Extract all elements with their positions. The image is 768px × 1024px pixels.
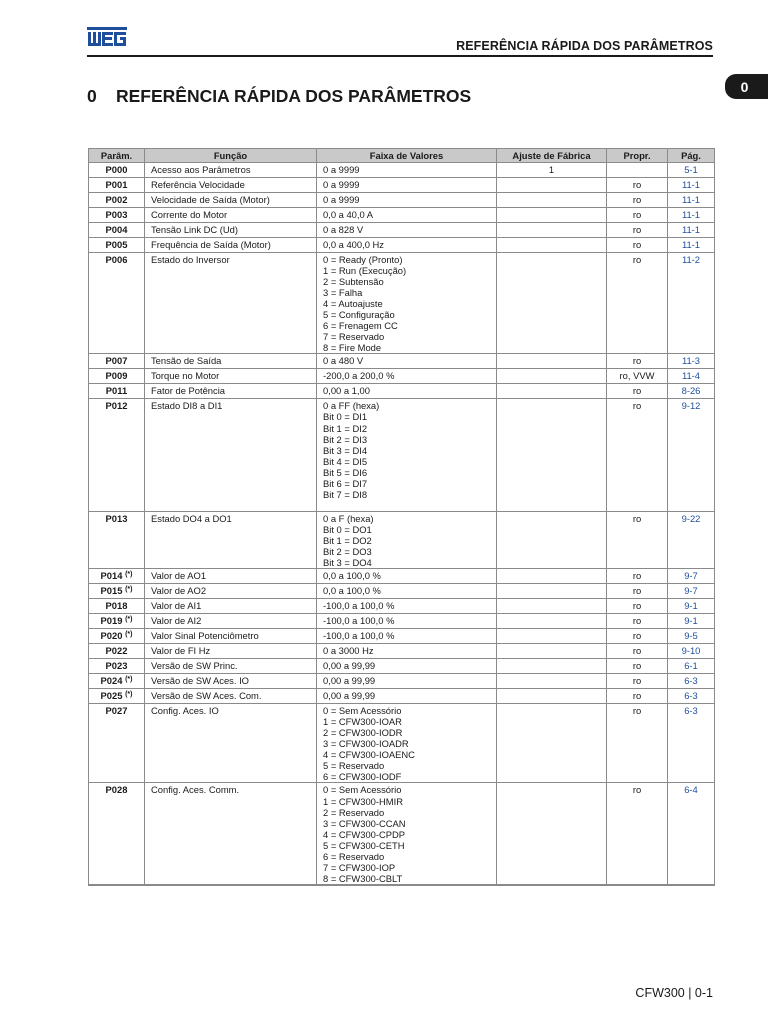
page-ref-cell: 6-3	[668, 689, 715, 704]
range-line: -100,0 a 100,0 %	[323, 615, 395, 627]
param-code: P020	[100, 630, 123, 642]
range-line: 2 = Subtensão	[323, 276, 384, 288]
param-code: P025	[100, 690, 123, 702]
property-cell: ro, VVW	[607, 369, 668, 384]
param-note-marker: (*)	[125, 631, 133, 639]
range-line: Bit 6 = DI7	[323, 477, 368, 489]
table-row	[89, 659, 715, 674]
range-line: 0,0 a 40,0 A	[323, 209, 374, 220]
param-code: P028	[105, 784, 128, 796]
param-code-cell	[89, 369, 145, 384]
range-line: 2 = Reservado	[323, 806, 385, 818]
property-cell: ro	[607, 384, 668, 399]
table-row	[89, 511, 715, 568]
table-row	[89, 163, 715, 178]
range-line: 6 = Frenagem CC	[323, 320, 398, 332]
range-line: 5 = Reservado	[323, 760, 385, 772]
factory-default-cell	[497, 511, 607, 568]
function-cell: Estado do Inversor	[145, 253, 317, 354]
page-ref-cell: 9-12	[668, 399, 715, 511]
param-code-cell	[89, 163, 145, 178]
range-line: 7 = CFW300-IOP	[323, 861, 396, 873]
param-code: P009	[105, 370, 128, 382]
param-code-cell	[89, 614, 145, 629]
factory-default-cell	[497, 253, 607, 354]
page-ref-cell: 9-5	[668, 629, 715, 644]
function-cell: Torque no Motor	[145, 369, 317, 384]
range-cell	[317, 399, 497, 511]
range-line: 4 = CFW300-IOAENC	[323, 749, 415, 761]
range-line: 0 = Sem Acessório	[323, 784, 402, 796]
function-cell: Estado DO4 a DO1	[145, 511, 317, 568]
range-line: Bit 2 = DI3	[323, 433, 368, 445]
range-cell	[317, 354, 497, 369]
range-line: Bit 3 = DI4	[323, 444, 368, 456]
function-cell: Tensão de Saída	[145, 354, 317, 369]
range-line: 8 = Fire Mode	[323, 342, 382, 354]
range-cell	[317, 223, 497, 238]
table-row	[89, 584, 715, 599]
param-code: P022	[105, 645, 128, 657]
range-cell	[317, 659, 497, 674]
table-row	[89, 384, 715, 399]
table-header-row	[89, 149, 715, 163]
range-line: 0,00 a 1,00	[323, 385, 370, 397]
range-line: 8 = CFW300-CBLT	[323, 872, 403, 884]
chapter-tab: 0	[725, 74, 768, 99]
param-code: P027	[105, 705, 128, 717]
param-code-cell	[89, 644, 145, 659]
range-line: Bit 5 = DI6	[323, 466, 368, 478]
param-code-cell	[89, 659, 145, 674]
range-line: 0 a FF (hexa)	[323, 400, 380, 412]
running-header-title: REFERÊNCIA RÁPIDA DOS PARÂMETROS	[456, 39, 713, 53]
param-code: P000	[105, 164, 128, 175]
page-ref-cell: 9-1	[668, 599, 715, 614]
property-cell: ro	[607, 569, 668, 584]
property-cell: ro	[607, 354, 668, 369]
param-code-cell	[89, 629, 145, 644]
param-code: P001	[105, 179, 128, 190]
page-footer: CFW300 | 0-1	[635, 986, 713, 1000]
range-line: 0 a 9999	[323, 194, 360, 205]
factory-default-cell	[497, 614, 607, 629]
page-ref-cell: 11-1	[668, 208, 715, 223]
range-line: 0,0 a 100,0 %	[323, 585, 381, 597]
factory-default-cell	[497, 569, 607, 584]
section-title-text: REFERÊNCIA RÁPIDA DOS PARÂMETROS	[116, 86, 472, 106]
range-line: 0,0 a 100,0 %	[323, 570, 381, 582]
range-cell	[317, 644, 497, 659]
factory-default-cell	[497, 584, 607, 599]
property-cell: ro	[607, 238, 668, 253]
function-cell: Tensão Link DC (Ud)	[145, 223, 317, 238]
range-line: 0 a 9999	[323, 179, 360, 190]
factory-default-cell	[497, 384, 607, 399]
param-code-cell	[89, 178, 145, 193]
property-cell: ro	[607, 599, 668, 614]
column-header-function: Função	[145, 149, 317, 163]
param-code-cell	[89, 223, 145, 238]
param-code-cell	[89, 569, 145, 584]
factory-default-cell	[497, 783, 607, 885]
property-cell: ro	[607, 208, 668, 223]
range-cell	[317, 674, 497, 689]
range-cell	[317, 511, 497, 568]
range-line: 3 = CFW300-IOADR	[323, 738, 409, 750]
range-line: 0 a 828 V	[323, 224, 364, 235]
range-line: 4 = CFW300-CPDP	[323, 828, 406, 840]
range-line: 0,00 a 99,99	[323, 675, 376, 687]
property-cell: ro	[607, 659, 668, 674]
table-row	[89, 253, 715, 354]
param-code-cell	[89, 584, 145, 599]
param-code-cell	[89, 238, 145, 253]
page-ref-cell: 8-26	[668, 384, 715, 399]
factory-default-cell	[497, 369, 607, 384]
range-line: 0 a 480 V	[323, 355, 364, 367]
range-line: Bit 0 = DI1	[323, 411, 368, 423]
param-code: P003	[105, 209, 128, 220]
range-line: Bit 1 = DO2	[323, 534, 372, 546]
factory-default-cell	[497, 629, 607, 644]
range-line: 5 = CFW300-CETH	[323, 839, 405, 851]
param-code-cell	[89, 704, 145, 783]
param-code-cell	[89, 193, 145, 208]
range-line: 4 = Autoajuste	[323, 298, 383, 310]
page-ref-cell: 11-3	[668, 354, 715, 369]
factory-default-cell	[497, 208, 607, 223]
factory-default-cell	[497, 689, 607, 704]
function-cell: Valor de AI2	[145, 614, 317, 629]
range-line: 3 = CFW300-CCAN	[323, 817, 406, 829]
factory-default-cell	[497, 599, 607, 614]
table-row	[89, 354, 715, 369]
column-header-param: Parâm.	[89, 149, 145, 163]
property-cell: ro	[607, 783, 668, 885]
header-divider	[87, 55, 713, 57]
range-line: 2 = CFW300-IODR	[323, 727, 403, 739]
range-cell	[317, 208, 497, 223]
column-header-prop: Propr.	[607, 149, 668, 163]
column-header-range: Faixa de Valores	[317, 149, 497, 163]
param-code: P013	[105, 512, 128, 524]
property-cell: ro	[607, 629, 668, 644]
property-cell: ro	[607, 223, 668, 238]
column-header-page: Pág.	[668, 149, 715, 163]
param-note-marker: (*)	[125, 571, 133, 579]
range-cell	[317, 689, 497, 704]
range-line: Bit 2 = DO3	[323, 546, 372, 558]
range-line: Bit 0 = DO1	[323, 523, 372, 535]
factory-default-cell	[497, 644, 607, 659]
parameter-table	[88, 148, 715, 886]
page-ref-cell: 9-10	[668, 644, 715, 659]
param-code-cell	[89, 399, 145, 511]
page-ref-cell: 11-1	[668, 178, 715, 193]
range-line: 1 = CFW300-IOAR	[323, 716, 402, 728]
function-cell: Valor de AO2	[145, 584, 317, 599]
range-line: 1 = CFW300-HMIR	[323, 795, 403, 807]
factory-default-cell	[497, 223, 607, 238]
range-line: Bit 4 = DI5	[323, 455, 368, 467]
section-number: 0	[87, 86, 97, 106]
range-line: -100,0 a 100,0 %	[323, 630, 395, 642]
property-cell: ro	[607, 704, 668, 783]
param-note-marker: (*)	[125, 616, 133, 624]
page-ref-cell: 6-4	[668, 783, 715, 885]
function-cell: Valor de FI Hz	[145, 644, 317, 659]
table-row	[89, 629, 715, 644]
function-cell: Corrente do Motor	[145, 208, 317, 223]
section-title	[87, 86, 471, 107]
property-cell: ro	[607, 193, 668, 208]
factory-default-cell	[497, 178, 607, 193]
table-row	[89, 569, 715, 584]
table-row	[89, 193, 715, 208]
table-row	[89, 614, 715, 629]
page-ref-cell: 6-3	[668, 704, 715, 783]
function-cell: Valor de AI1	[145, 599, 317, 614]
table-row	[89, 399, 715, 511]
range-line: 0 a F (hexa)	[323, 512, 374, 524]
range-cell	[317, 193, 497, 208]
table-row	[89, 783, 715, 885]
function-cell: Fator de Potência	[145, 384, 317, 399]
param-code-cell	[89, 208, 145, 223]
param-code: P024	[100, 675, 123, 687]
function-cell: Valor Sinal Potenciômetro	[145, 629, 317, 644]
param-code: P019	[100, 615, 123, 627]
range-cell	[317, 599, 497, 614]
range-cell	[317, 253, 497, 354]
property-cell: ro	[607, 511, 668, 568]
range-line: -200,0 a 200,0 %	[323, 370, 395, 382]
range-cell	[317, 704, 497, 783]
range-cell	[317, 178, 497, 193]
param-code: P014	[100, 570, 123, 582]
property-cell: ro	[607, 253, 668, 354]
range-line: 1 = Run (Execução)	[323, 265, 407, 277]
function-cell: Versão de SW Aces. Com.	[145, 689, 317, 704]
range-line: 0,00 a 99,99	[323, 660, 376, 672]
property-cell	[607, 163, 668, 178]
table-row	[89, 674, 715, 689]
table-row	[89, 208, 715, 223]
param-code: P004	[105, 224, 128, 235]
table-row	[89, 644, 715, 659]
table-row	[89, 178, 715, 193]
range-line	[323, 500, 490, 511]
param-code-cell	[89, 384, 145, 399]
range-line: 0,00 a 99,99	[323, 690, 376, 702]
page-ref-cell: 9-7	[668, 569, 715, 584]
param-code-cell	[89, 253, 145, 354]
param-note-marker: (*)	[125, 676, 133, 684]
factory-default-cell	[497, 193, 607, 208]
column-header-factory: Ajuste de Fábrica	[497, 149, 607, 163]
function-cell: Velocidade de Saída (Motor)	[145, 193, 317, 208]
factory-default-cell	[497, 399, 607, 511]
table-row	[89, 369, 715, 384]
range-line: 0 = Ready (Pronto)	[323, 254, 403, 265]
factory-default-cell	[497, 674, 607, 689]
range-line: 6 = CFW300-IODF	[323, 771, 402, 783]
table-row	[89, 689, 715, 704]
table-row	[89, 704, 715, 783]
page-ref-cell: 9-22	[668, 511, 715, 568]
page-ref-cell: 6-1	[668, 659, 715, 674]
param-code-cell	[89, 354, 145, 369]
param-code: P015	[100, 585, 123, 597]
range-line: 0,0 a 400,0 Hz	[323, 239, 384, 250]
function-cell: Versão de SW Princ.	[145, 659, 317, 674]
function-cell: Estado DI8 a DI1	[145, 399, 317, 511]
range-line: 0 a 9999	[323, 164, 360, 175]
page-ref-cell: 11-4	[668, 369, 715, 384]
range-line: Bit 3 = DO4	[323, 557, 372, 569]
weg-logo	[87, 27, 127, 48]
param-code: P012	[105, 400, 128, 412]
function-cell: Config. Aces. Comm.	[145, 783, 317, 885]
param-note-marker: (*)	[125, 586, 133, 594]
property-cell: ro	[607, 399, 668, 511]
range-cell	[317, 569, 497, 584]
function-cell: Referência Velocidade	[145, 178, 317, 193]
param-code: P006	[105, 254, 128, 265]
param-code: P007	[105, 355, 128, 367]
param-code: P002	[105, 194, 128, 205]
factory-default-cell	[497, 238, 607, 253]
param-code-cell	[89, 599, 145, 614]
param-code-cell	[89, 674, 145, 689]
range-line: 0 = Sem Acessório	[323, 705, 402, 717]
function-cell: Config. Aces. IO	[145, 704, 317, 783]
factory-default-cell	[497, 704, 607, 783]
range-cell	[317, 369, 497, 384]
property-cell: ro	[607, 644, 668, 659]
function-cell: Acesso aos Parâmetros	[145, 163, 317, 178]
param-code-cell	[89, 511, 145, 568]
range-cell	[317, 384, 497, 399]
param-code: P011	[105, 385, 128, 397]
page-ref-cell: 6-3	[668, 674, 715, 689]
page-ref-cell: 5-1	[668, 163, 715, 178]
range-line: 5 = Configuração	[323, 309, 395, 321]
table-row	[89, 223, 715, 238]
range-line: 0 a 3000 Hz	[323, 645, 374, 657]
range-line: 3 = Falha	[323, 287, 363, 299]
page-ref-cell: 11-1	[668, 193, 715, 208]
page-ref-cell: 11-2	[668, 253, 715, 354]
property-cell: ro	[607, 614, 668, 629]
page-ref-cell: 9-7	[668, 584, 715, 599]
property-cell: ro	[607, 674, 668, 689]
property-cell: ro	[607, 584, 668, 599]
range-line: 6 = Reservado	[323, 850, 385, 862]
range-cell	[317, 584, 497, 599]
property-cell: ro	[607, 689, 668, 704]
table-row	[89, 238, 715, 253]
factory-default-cell	[497, 354, 607, 369]
param-note-marker: (*)	[125, 691, 133, 699]
range-line: Bit 1 = DI2	[323, 422, 368, 434]
function-cell: Versão de SW Aces. IO	[145, 674, 317, 689]
range-cell	[317, 163, 497, 178]
param-code: P023	[105, 660, 128, 672]
table-row	[89, 599, 715, 614]
page-ref-cell: 11-1	[668, 238, 715, 253]
param-code: P018	[105, 600, 128, 612]
page-ref-cell: 9-1	[668, 614, 715, 629]
factory-default-cell: 1	[497, 163, 607, 178]
range-cell	[317, 783, 497, 885]
range-line: -100,0 a 100,0 %	[323, 600, 395, 612]
factory-default-cell	[497, 659, 607, 674]
range-cell	[317, 629, 497, 644]
param-code: P005	[105, 239, 128, 250]
property-cell: ro	[607, 178, 668, 193]
param-code-cell	[89, 783, 145, 885]
range-line: Bit 7 = DI8	[323, 488, 368, 500]
page-ref-cell: 11-1	[668, 223, 715, 238]
range-cell	[317, 614, 497, 629]
param-code-cell	[89, 689, 145, 704]
range-cell	[317, 238, 497, 253]
range-line: 7 = Reservado	[323, 331, 385, 343]
function-cell: Valor de AO1	[145, 569, 317, 584]
function-cell: Frequência de Saída (Motor)	[145, 238, 317, 253]
